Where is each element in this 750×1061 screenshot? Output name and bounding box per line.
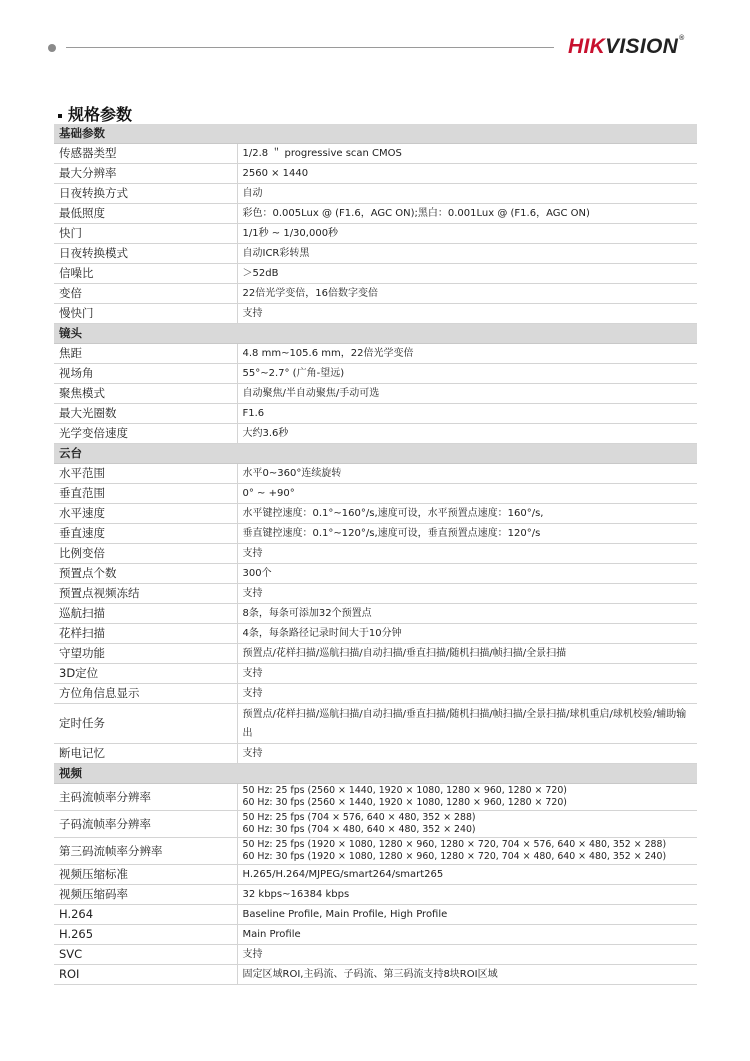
group-header-row (54, 444, 697, 464)
spec-key: 预置点视频冻结 (54, 584, 237, 604)
spec-key: 日夜转换方式 (54, 184, 237, 204)
spec-row (54, 544, 697, 564)
spec-value-line: 50 Hz: 25 fps (1920 × 1080, 1280 × 960, 1280 × 720, 704 × 576, 640 × 480, 352 × 288) (242, 839, 667, 850)
spec-key: 主码流帧率分辨率 (54, 784, 237, 811)
spec-value: 水平0~360°连续旋转 (237, 464, 697, 484)
spec-row (54, 885, 697, 905)
header-rule (66, 47, 554, 48)
group-header: 基础参数 (54, 124, 697, 144)
spec-key: 花样扫描 (54, 624, 237, 644)
spec-value: 4.8 mm~105.6 mm，22倍光学变倍 (237, 344, 697, 364)
spec-value: ＞52dB (237, 264, 697, 284)
spec-row (54, 664, 697, 684)
spec-value: 大约3.6秒 (237, 424, 697, 444)
spec-value: 2560 × 1440 (237, 164, 697, 184)
spec-value (237, 838, 697, 865)
page-header (0, 0, 750, 70)
spec-key: 传感器类型 (54, 144, 237, 164)
group-header: 视频 (54, 764, 697, 784)
spec-key: 垂直速度 (54, 524, 237, 544)
spec-row (54, 504, 697, 524)
spec-key: 水平速度 (54, 504, 237, 524)
spec-row (54, 484, 697, 504)
spec-value: 彩色：0.005Lux @ (F1.6，AGC ON);黑白：0.001Lux @ (F1.6，AGC ON) (237, 204, 697, 224)
spec-value (237, 811, 697, 838)
bullet-icon (58, 114, 62, 118)
group-header-row (54, 324, 697, 344)
group-header-row (54, 764, 697, 784)
spec-value: 55°~2.7° (广角-望远) (237, 364, 697, 384)
spec-row (54, 704, 697, 744)
spec-value: 8条，每条可添加32个预置点 (237, 604, 697, 624)
header-dot (48, 44, 56, 52)
spec-row (54, 838, 697, 865)
spec-row (54, 164, 697, 184)
spec-value: F1.6 (237, 404, 697, 424)
spec-key: 断电记忆 (54, 744, 237, 764)
spec-row (54, 144, 697, 164)
spec-row (54, 424, 697, 444)
spec-value-line: 60 Hz: 30 fps (2560 × 1440, 1920 × 1080, 1280 × 960, 1280 × 720) (242, 797, 567, 808)
spec-row (54, 784, 697, 811)
spec-value: Baseline Profile, Main Profile, High Profile (237, 905, 697, 925)
spec-key: 焦距 (54, 344, 237, 364)
spec-value: Main Profile (237, 925, 697, 945)
spec-value: 支持 (237, 945, 697, 965)
spec-value: 支持 (237, 664, 697, 684)
spec-value: 支持 (237, 744, 697, 764)
spec-value: 预置点/花样扫描/巡航扫描/自动扫描/垂直扫描/随机扫描/帧扫描/全景扫描/球机重启/球机校验/辅助输出 (237, 704, 697, 744)
spec-value: 支持 (237, 684, 697, 704)
spec-key: 日夜转换模式 (54, 244, 237, 264)
logo-dark-text: VISION (605, 35, 679, 58)
spec-row (54, 224, 697, 244)
spec-key: 光学变倍速度 (54, 424, 237, 444)
spec-key: 水平范围 (54, 464, 237, 484)
spec-value: 预置点/花样扫描/巡航扫描/自动扫描/垂直扫描/随机扫描/帧扫描/全景扫描 (237, 644, 697, 664)
spec-key: 信噪比 (54, 264, 237, 284)
spec-row (54, 344, 697, 364)
spec-row (54, 945, 697, 965)
spec-row (54, 304, 697, 324)
spec-key: 比例变倍 (54, 544, 237, 564)
spec-key: 聚焦模式 (54, 384, 237, 404)
spec-row (54, 244, 697, 264)
spec-value (237, 784, 697, 811)
spec-key: H.264 (54, 905, 237, 925)
spec-value: 1/2.8 ＂ progressive scan CMOS (237, 144, 697, 164)
spec-key: 视场角 (54, 364, 237, 384)
spec-row (54, 284, 697, 304)
spec-key: ROI (54, 965, 237, 985)
spec-value-line: 50 Hz: 25 fps (2560 × 1440, 1920 × 1080, 1280 × 960, 1280 × 720) (242, 785, 567, 796)
spec-value: 支持 (237, 584, 697, 604)
spec-key: H.265 (54, 925, 237, 945)
spec-row (54, 584, 697, 604)
spec-key: 变倍 (54, 284, 237, 304)
spec-value: 4条，每条路径记录时间大于10分钟 (237, 624, 697, 644)
spec-key: 方位角信息显示 (54, 684, 237, 704)
spec-row (54, 204, 697, 224)
spec-key: 守望功能 (54, 644, 237, 664)
spec-row (54, 644, 697, 664)
spec-row (54, 624, 697, 644)
group-header: 镜头 (54, 324, 697, 344)
spec-row (54, 364, 697, 384)
spec-key: SVC (54, 945, 237, 965)
spec-value-line: 50 Hz: 25 fps (704 × 576, 640 × 480, 352 × 288) (242, 812, 476, 823)
spec-value: 垂直键控速度：0.1°~120°/s,速度可设，垂直预置点速度：120°/s (237, 524, 697, 544)
spec-key: 第三码流帧率分辨率 (54, 838, 237, 865)
group-header-row (54, 124, 697, 144)
spec-key: 快门 (54, 224, 237, 244)
spec-table-body (54, 124, 697, 985)
spec-row (54, 384, 697, 404)
spec-key: 垂直范围 (54, 484, 237, 504)
spec-value: 支持 (237, 544, 697, 564)
spec-key: 最大分辨率 (54, 164, 237, 184)
spec-row (54, 965, 697, 985)
spec-value-line: 60 Hz: 30 fps (1920 × 1080, 1280 × 960, 1280 × 720, 704 × 480, 640 × 480, 352 × 240) (242, 851, 667, 862)
spec-row (54, 404, 697, 424)
spec-key: 预置点个数 (54, 564, 237, 584)
spec-value-line: 60 Hz: 30 fps (704 × 480, 640 × 480, 352 × 240) (242, 824, 476, 835)
section-title-text: 规格参数 (68, 105, 133, 124)
spec-value: 1/1秒 ~ 1/30,000秒 (237, 224, 697, 244)
spec-row (54, 604, 697, 624)
spec-value: 自动ICR彩转黑 (237, 244, 697, 264)
hikvision-logo (568, 35, 685, 59)
spec-key: 最低照度 (54, 204, 237, 224)
logo-red-text: HIK (568, 35, 606, 58)
spec-value: 自动 (237, 184, 697, 204)
spec-row (54, 464, 697, 484)
spec-row (54, 865, 697, 885)
spec-value: 自动聚焦/半自动聚焦/手动可选 (237, 384, 697, 404)
spec-row (54, 925, 697, 945)
spec-key: 巡航扫描 (54, 604, 237, 624)
spec-table (54, 124, 697, 985)
spec-key: 子码流帧率分辨率 (54, 811, 237, 838)
spec-row (54, 811, 697, 838)
spec-row (54, 564, 697, 584)
spec-key: 视频压缩标准 (54, 865, 237, 885)
registered-mark: ® (679, 35, 685, 42)
spec-key: 定时任务 (54, 704, 237, 744)
spec-value: 300个 (237, 564, 697, 584)
spec-row (54, 264, 697, 284)
spec-key: 视频压缩码率 (54, 885, 237, 905)
spec-key: 3D定位 (54, 664, 237, 684)
spec-value: 0° ~ +90° (237, 484, 697, 504)
spec-row (54, 744, 697, 764)
section-title (58, 102, 132, 125)
spec-key: 最大光圈数 (54, 404, 237, 424)
spec-value: 32 kbps~16384 kbps (237, 885, 697, 905)
spec-key: 慢快门 (54, 304, 237, 324)
group-header: 云台 (54, 444, 697, 464)
spec-row (54, 905, 697, 925)
spec-value: H.265/H.264/MJPEG/smart264/smart265 (237, 865, 697, 885)
spec-value: 水平键控速度：0.1°~160°/s,速度可设，水平预置点速度：160°/s, (237, 504, 697, 524)
spec-value: 22倍光学变倍，16倍数字变倍 (237, 284, 697, 304)
spec-row (54, 524, 697, 544)
spec-value: 固定区域ROI,主码流、子码流、第三码流支持8块ROI区域 (237, 965, 697, 985)
spec-row (54, 684, 697, 704)
spec-value: 支持 (237, 304, 697, 324)
spec-row (54, 184, 697, 204)
